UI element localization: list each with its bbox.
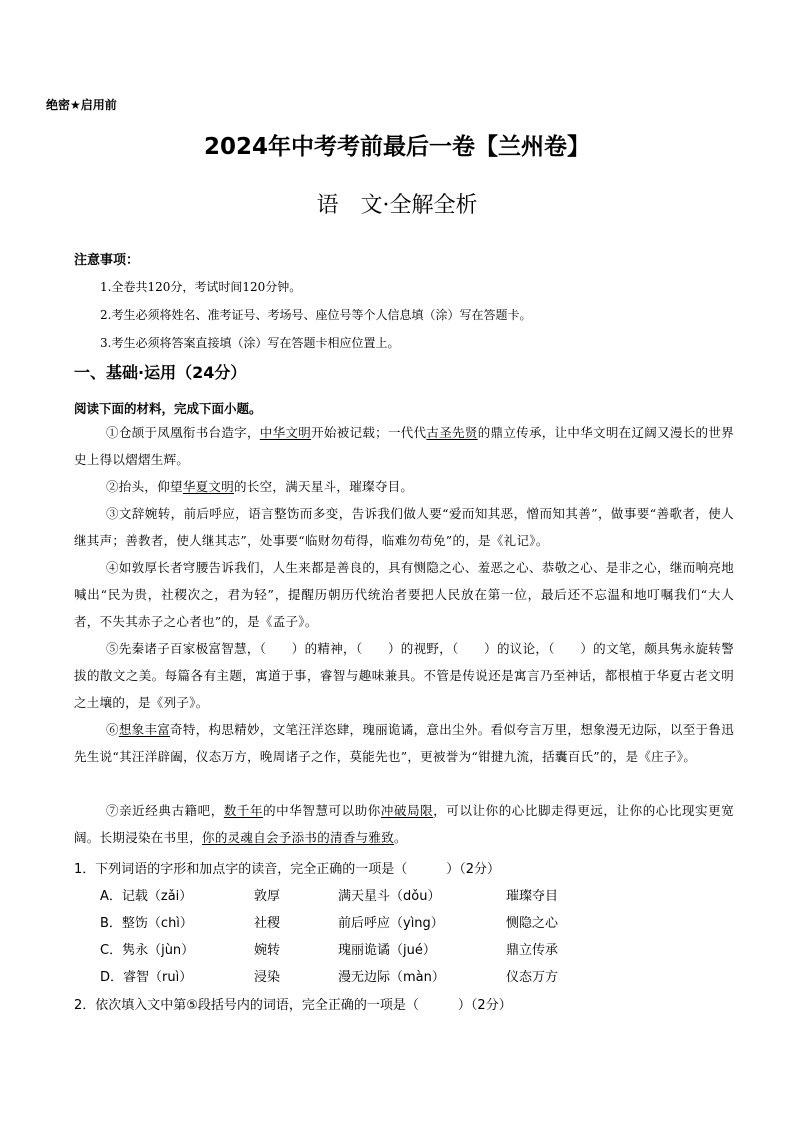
- passage-paragraph-1: [74, 419, 734, 473]
- text-run: 的鼎立传承，让中华文明在辽阔又漫长的世界史上得以熠熠生辉。: [74, 425, 734, 467]
- option-term: B．整饬（chì）: [100, 916, 193, 931]
- notice-item: 3.考生必须将答案直接填（涂）写在答题卡相应位置上。: [100, 336, 400, 350]
- underlined-term: 华夏文明: [182, 479, 235, 494]
- underlined-term: 想象丰富: [118, 722, 171, 737]
- option-term: 前后呼应（yìng）: [338, 916, 444, 931]
- underlined-term: 数千年: [223, 803, 264, 818]
- option-term: D．睿智（ruì）: [100, 970, 193, 985]
- option-term: 社稷: [254, 916, 281, 931]
- passage-paragraph-4: ④如敦厚长者穹腰告诉我们，人生来都是善良的，具有恻隐之心、羞恶之心、恭敬之心、是非之心，继而响亮地喊出“民为贵，社稷次之，君为轻”，提醒历朝历代统治者要把人民放在第一位，最后还不忘温和地叮嘱我们“大人者，不失其赤子之心者也”的，是《孟子》。: [74, 560, 734, 629]
- option-term: 璀璨夺目: [506, 889, 559, 904]
- text-run: 的长空，满天星斗，璀璨夺目。: [234, 479, 414, 494]
- text-run: ①仓颉于凤凰衔书台造字，: [106, 425, 260, 440]
- text-run: 开始被记载；一代代: [311, 425, 427, 440]
- notice-item: 1.全卷共120分，考试时间120分钟。: [100, 280, 302, 294]
- option-term: 敦厚: [254, 889, 281, 904]
- confidential-label: 绝密★启用前: [46, 98, 117, 112]
- option-term: C．隽永（jùn）: [100, 943, 195, 958]
- text-run: 的中华智慧可以助你: [263, 803, 381, 818]
- exam-subtitle: 语 文·全解全析: [316, 193, 478, 218]
- section-instruction: 阅读下面的材料，完成下面小题。: [74, 401, 262, 416]
- underlined-term: 你的灵魂自会予添书的清香与雅致: [202, 830, 395, 845]
- underlined-term: 冲破局限: [380, 803, 434, 818]
- notice-heading: 注意事项：: [74, 253, 140, 268]
- notice-item: 2.考生必须将姓名、准考证号、考场号、座位号等个人信息填（涂）写在答题卡。: [100, 308, 532, 322]
- text-run: ⑦亲近经典古籍吧，: [106, 803, 224, 818]
- text-run: 。: [394, 830, 407, 845]
- passage-paragraph-3: ③文辞婉转，前后呼应，语言整饬而多变，告诉我们做人要“爱而知其恶，憎而知其善”，做事要“善歌者，使人继其声；善教者，使人继其志”，处事要“临财勿苟得，临难勿苟免”的，是《礼记》。: [74, 506, 734, 548]
- passage-paragraph-7: [74, 797, 734, 851]
- section-heading: 一、基础·运用（24分）: [74, 363, 247, 382]
- exam-title: 2024年中考考前最后一卷【兰州卷】: [203, 134, 590, 160]
- underlined-term: 古圣先贤: [426, 425, 478, 440]
- passage-paragraph-5: ⑤先秦诸子百家极富智慧，（ ）的精神，（ ）的视野，（ ）的议论，（ ）的文笔，颇具隽永旋转警拔的散文之美。每篇各有主题，寓道于事，睿智与趣味兼具。不管是传说还是寓言乃至神话，都根植于华夏古老文明之土壤的，是《列子》。: [74, 641, 734, 710]
- question-1-option-c: [100, 939, 700, 959]
- option-term: 满天星斗（dǒu）: [338, 889, 441, 904]
- passage-paragraph-2: [74, 473, 734, 500]
- option-term: 婉转: [254, 943, 281, 958]
- text-run: ⑥: [106, 722, 119, 737]
- option-term: 鼎立传承: [506, 943, 559, 958]
- question-1-option-d: [100, 966, 700, 986]
- option-term: 恻隐之心: [506, 916, 559, 931]
- option-term: A．记载（zǎi）: [100, 889, 193, 904]
- option-term: 瑰丽诡谲（jué）: [338, 943, 436, 958]
- text-run: 奇特，构思精妙，文笔汪洋恣肆，瑰丽诡谲，意出尘外。看似夸言万里，想象漫无边际，以至于鲁迅先生说“其汪洋辟阖，仪态万方，晚周诸子之作，莫能先也”，更被誉为“钳揵九流，括囊百氏”的，是《庄子》。: [74, 722, 734, 764]
- question-1-option-a: [100, 885, 700, 905]
- question-1-stem: 1．下列词语的字形和加点字的读音，完全正确的一项是（ ）（2分）: [74, 862, 501, 877]
- option-term: 浸染: [254, 970, 281, 985]
- question-2-stem: 2．依次填入文中第⑤段括号内的词语，完全正确的一项是（ ）（2分）: [74, 998, 512, 1013]
- option-term: 漫无边际（màn）: [338, 970, 445, 985]
- passage-paragraph-6: [74, 716, 734, 770]
- question-1-option-b: [100, 912, 700, 932]
- text-run: ，可以让你的心比脚走得更远，让你的心比现实更宽阔。长期浸染在书里，: [74, 803, 735, 845]
- text-run: ②抬头，仰望: [106, 479, 183, 494]
- underlined-term: 中华文明: [259, 425, 312, 440]
- option-term: 仪态万方: [506, 970, 559, 985]
